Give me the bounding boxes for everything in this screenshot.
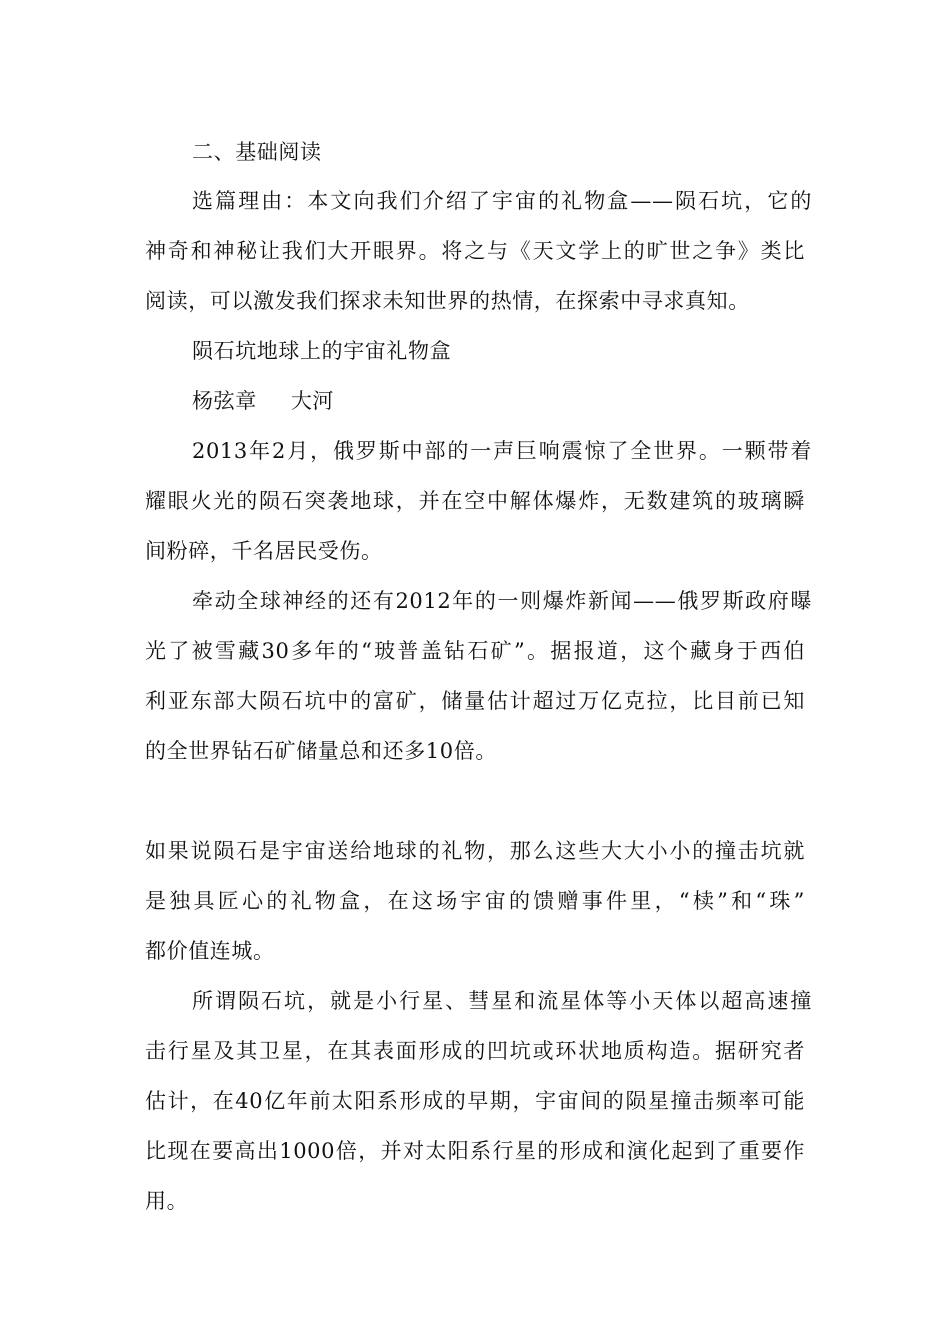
para3-line-3: 都价值连城。 — [145, 939, 275, 963]
para3-line-1: 如果说陨石是宇宙送给地球的礼物，那么这些大大小小的撞击坑就 — [145, 839, 805, 863]
article-title: 陨石坑地球上的宇宙礼物盒 — [192, 339, 452, 363]
para2-line-3: 利亚东部大陨石坑中的富矿，储量估计超过万亿克拉，比目前已知 — [145, 689, 805, 713]
reason-line-2: 神奇和神秘让我们大开眼界。将之与《天文学上的旷世之争》类比 — [145, 239, 805, 263]
para4-line-4: 比现在要高出1000倍，并对太阳系行星的形成和演化起到了重要作 — [145, 1139, 805, 1163]
reason-line-3: 阅读，可以激发我们探求未知世界的热情，在探索中寻求真知。 — [145, 289, 750, 313]
para1-line-3: 间粉碎，千名居民受伤。 — [145, 539, 383, 563]
para2-line-1: 牵动全球神经的还有2012年的一则爆炸新闻——俄罗斯政府曝 — [192, 589, 812, 613]
para2-line-4: 的全世界钻石矿储量总和还多10倍。 — [145, 739, 497, 763]
para1-line-2: 耀眼火光的陨石突袭地球，并在空中解体爆炸，无数建筑的玻璃瞬 — [145, 489, 805, 513]
para4-line-3: 估计，在40亿年前太阳系形成的早期，宇宙间的陨星撞击频率可能 — [145, 1089, 805, 1113]
para3-line-2: 是独具匠心的礼物盒，在这场宇宙的馈赠事件里，“椟”和“珠” — [145, 889, 805, 913]
para4-line-2: 击行星及其卫星，在其表面形成的凹坑或环状地质构造。据研究者 — [145, 1039, 805, 1063]
reason-line-1: 选篇理由：本文向我们介绍了宇宙的礼物盒——陨石坑，它的 — [192, 189, 812, 213]
section-heading: 二、基础阅读 — [192, 140, 322, 164]
author-line — [192, 386, 812, 416]
para1-line-1: 2013年2月，俄罗斯中部的一声巨响震惊了全世界。一颗带着 — [192, 439, 812, 463]
para4-line-5: 用。 — [145, 1189, 189, 1213]
author-name: 杨弦章 — [192, 389, 257, 413]
author-name: 大河 — [290, 389, 335, 413]
para4-line-1: 所谓陨石坑，就是小行星、彗星和流星体等小天体以超高速撞 — [192, 989, 812, 1013]
para2-line-2: 光了被雪藏30多年的“玻普盖钻石矿”。据报道，这个藏身于西伯 — [145, 639, 805, 663]
